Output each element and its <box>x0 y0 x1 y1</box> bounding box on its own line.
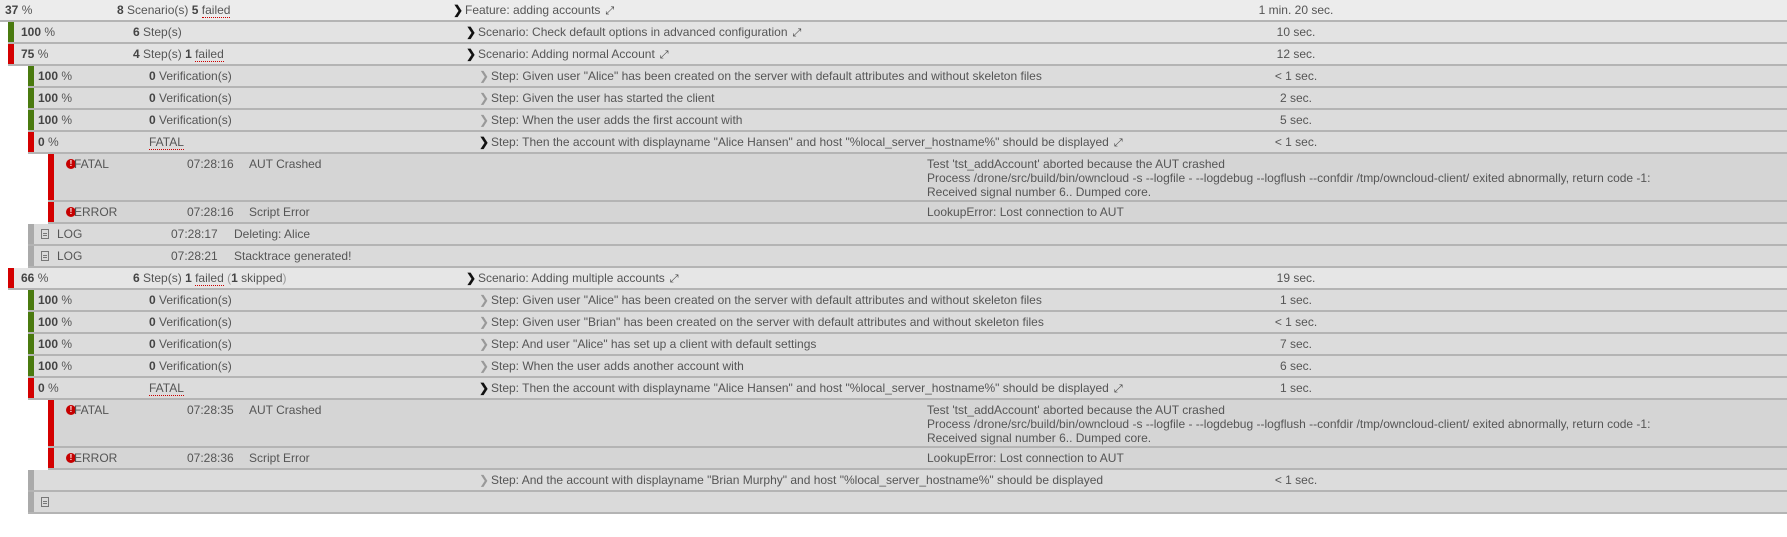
chevron-right-icon[interactable]: ❯ <box>466 25 477 39</box>
chevron-right-icon[interactable]: ❯ <box>479 381 490 395</box>
detail-line: Test 'tst_addAccount' aborted because the AUT crashed <box>927 157 1225 171</box>
log-row <box>28 224 1787 246</box>
feature-duration: 1 min. 20 sec. <box>1258 3 1334 17</box>
chevron-right-icon[interactable]: ❯ <box>479 91 490 105</box>
step-title[interactable]: ❯ Step: And user "Alice" has set up a client with default settings <box>479 337 817 351</box>
message-detail <box>927 403 1650 445</box>
document-icon <box>41 497 49 507</box>
message-time: 07:28:36 <box>187 451 234 465</box>
log-type: LOG <box>57 227 83 241</box>
chevron-right-icon[interactable]: ❯ <box>479 337 490 351</box>
message-row-error <box>48 202 1787 224</box>
chevron-right-icon[interactable]: ❯ <box>466 47 477 61</box>
message-time: 07:28:16 <box>187 205 234 219</box>
step-row-failed[interactable] <box>28 132 1787 154</box>
step-duration: 2 sec. <box>1279 91 1312 105</box>
step-title[interactable]: ❯ Step: When the user adds another account with <box>479 359 744 373</box>
chevron-right-icon[interactable]: ❯ <box>479 315 490 329</box>
step-duration: 1 sec. <box>1279 293 1312 307</box>
step-duration: 1 sec. <box>1279 381 1312 395</box>
step-title[interactable]: ❯ Step: Given user "Alice" has been created on the server with default attributes and without skeleton files <box>479 293 1042 307</box>
step-row-failed[interactable] <box>28 378 1787 400</box>
step-row[interactable] <box>28 66 1787 88</box>
message-row-fatal <box>48 154 1787 202</box>
chevron-right-icon[interactable]: ❯ <box>479 293 490 307</box>
status-bar-passed <box>28 312 34 332</box>
step-row[interactable] <box>28 290 1787 312</box>
step-pct: 100 % <box>38 337 73 351</box>
chevron-right-icon[interactable]: ❯ <box>453 3 464 17</box>
status-bar-failed <box>48 448 54 468</box>
scenario-row[interactable] <box>8 268 1787 290</box>
scenario-duration: 19 sec. <box>1276 271 1316 285</box>
scenario-title[interactable]: ❯ Scenario: Adding multiple accounts ⤢ <box>466 271 679 285</box>
error-icon: ! <box>66 405 76 415</box>
expand-icon[interactable]: ⤢ <box>659 49 669 61</box>
expand-icon[interactable]: ⤢ <box>605 5 615 17</box>
step-title[interactable]: ❯ Step: Then the account with displayname "Alice Hansen" and host "%local_server_hostname%" should be displayed ⤢ <box>479 381 1123 395</box>
message-detail <box>927 157 1650 199</box>
step-title[interactable]: ❯ Step: Given user "Alice" has been created on the server with default attributes and without skeleton files <box>479 69 1042 83</box>
detail-line: Received signal number 6.. Dumped core. <box>927 431 1152 445</box>
step-duration: < 1 sec. <box>1274 69 1318 83</box>
message-detail: LookupError: Lost connection to AUT <box>927 205 1124 219</box>
scenario-pct: 100 % <box>21 25 56 39</box>
step-pct: 100 % <box>38 359 73 373</box>
scenario-count: 6 Step(s) <box>133 25 182 39</box>
step-count: 0 Verification(s) <box>149 91 232 105</box>
log-type: LOG <box>57 249 83 263</box>
log-row <box>28 246 1787 268</box>
error-icon: ! <box>66 159 76 169</box>
scenario-title[interactable]: ❯ Scenario: Adding normal Account ⤢ <box>466 47 669 61</box>
step-pct: 100 % <box>38 315 73 329</box>
message-text: Script Error <box>249 451 310 465</box>
message-row-error <box>48 448 1787 470</box>
document-icon <box>41 251 49 261</box>
scenario-pct: 66 % <box>21 271 49 285</box>
status-bar-passed <box>28 66 34 86</box>
step-title[interactable]: ❯ Step: When the user adds the first account with <box>479 113 743 127</box>
status-bar-log <box>28 224 34 244</box>
log-message: Stacktrace generated! <box>234 249 352 263</box>
message-type: ERROR <box>74 205 118 219</box>
step-pct: 0 % <box>38 135 59 149</box>
step-status: FATAL <box>149 381 184 395</box>
detail-line: Received signal number 6.. Dumped core. <box>927 185 1152 199</box>
step-pct: 100 % <box>38 293 73 307</box>
status-bar-passed <box>8 22 14 42</box>
expand-icon[interactable]: ⤢ <box>669 273 679 285</box>
scenario-row[interactable] <box>8 22 1787 44</box>
step-pct: 0 % <box>38 381 59 395</box>
message-detail: LookupError: Lost connection to AUT <box>927 451 1124 465</box>
scenario-pct: 75 % <box>21 47 49 61</box>
scenario-count: 4 Step(s) 1 failed <box>133 47 224 61</box>
step-count: 0 Verification(s) <box>149 337 232 351</box>
status-bar-failed <box>8 268 14 288</box>
log-message: Deleting: Alice <box>234 227 311 241</box>
expand-icon[interactable]: ⤢ <box>1113 383 1123 395</box>
step-title[interactable]: ❯ Step: Then the account with displayname "Alice Hansen" and host "%local_server_hostname%" should be displayed ⤢ <box>479 135 1123 149</box>
message-type: FATAL <box>74 157 109 171</box>
status-bar-failed <box>8 44 14 64</box>
log-row <box>28 492 1787 514</box>
detail-line: Test 'tst_addAccount' aborted because the AUT crashed <box>927 403 1225 417</box>
step-duration: 7 sec. <box>1279 337 1312 351</box>
status-bar-failed <box>28 132 34 152</box>
log-time: 07:28:21 <box>171 249 218 263</box>
status-bar-failed <box>48 154 54 200</box>
step-title[interactable]: ❯ Step: Given the user has started the client <box>479 91 715 105</box>
chevron-right-icon[interactable]: ❯ <box>479 135 490 149</box>
message-type: FATAL <box>74 403 109 417</box>
status-bar-passed <box>28 356 34 376</box>
step-row[interactable] <box>28 356 1787 378</box>
step-count: 0 Verification(s) <box>149 293 232 307</box>
step-status: FATAL <box>149 135 184 149</box>
chevron-right-icon[interactable]: ❯ <box>479 69 490 83</box>
status-bar-passed <box>28 88 34 108</box>
scenario-duration: 12 sec. <box>1276 47 1316 61</box>
step-title[interactable]: ❯ Step: And the account with displayname "Brian Murphy" and host "%local_server_hostname%" should be displayed <box>479 473 1104 487</box>
message-text: AUT Crashed <box>249 157 322 171</box>
feature-count: 8 Scenario(s) 5 failed <box>117 3 231 17</box>
step-count: 0 Verification(s) <box>149 69 232 83</box>
step-row[interactable] <box>28 88 1787 110</box>
status-bar-passed <box>28 334 34 354</box>
feature-title[interactable]: ❯ Feature: adding accounts ⤢ <box>453 3 615 17</box>
step-pct: 100 % <box>38 69 73 83</box>
step-duration: < 1 sec. <box>1274 135 1318 149</box>
message-text: AUT Crashed <box>249 403 322 417</box>
step-title[interactable]: ❯ Step: Given user "Brian" has been created on the server with default attributes and without skeleton files <box>479 315 1044 329</box>
step-row[interactable] <box>28 110 1787 132</box>
step-duration: < 1 sec. <box>1274 473 1318 487</box>
expand-icon[interactable]: ⤢ <box>1113 137 1123 149</box>
step-duration: < 1 sec. <box>1274 315 1318 329</box>
log-time: 07:28:17 <box>171 227 218 241</box>
step-count: 0 Verification(s) <box>149 315 232 329</box>
step-count: 0 Verification(s) <box>149 359 232 373</box>
chevron-right-icon[interactable]: ❯ <box>479 113 490 127</box>
status-bar-skipped <box>28 470 34 490</box>
chevron-right-icon[interactable]: ❯ <box>479 473 490 487</box>
scenario-title[interactable]: ❯ Scenario: Check default options in advanced configuration ⤢ <box>466 25 802 39</box>
chevron-right-icon[interactable]: ❯ <box>479 359 490 373</box>
status-bar-passed <box>28 290 34 310</box>
status-bar-passed <box>28 110 34 130</box>
error-icon: ! <box>66 453 76 463</box>
step-pct: 100 % <box>38 113 73 127</box>
scenario-count: 6 Step(s) 1 failed (1 skipped) <box>133 271 287 285</box>
message-time: 07:28:16 <box>187 157 234 171</box>
status-bar-failed <box>48 202 54 222</box>
step-pct: 100 % <box>38 91 73 105</box>
message-type: ERROR <box>74 451 118 465</box>
feature-row[interactable] <box>0 0 1787 22</box>
step-row-skipped[interactable] <box>28 470 1787 492</box>
step-duration: 6 sec. <box>1279 359 1312 373</box>
status-bar-log <box>28 246 34 266</box>
detail-line: Process /drone/src/build/bin/owncloud -s --logfile - --logdebug --logflush --confdir /tmp/owncloud-client/ exited abnormally, return code -1: <box>927 171 1651 185</box>
detail-line: Process /drone/src/build/bin/owncloud -s --logfile - --logdebug --logflush --confdir /tmp/owncloud-client/ exited abnormally, return code -1: <box>927 417 1651 431</box>
message-row-fatal <box>48 400 1787 448</box>
status-bar-log <box>28 492 34 512</box>
status-bar-failed <box>48 400 54 446</box>
message-text: Script Error <box>249 205 310 219</box>
scenario-row[interactable] <box>8 44 1787 66</box>
step-row[interactable] <box>28 312 1787 334</box>
scenario-duration: 10 sec. <box>1276 25 1316 39</box>
document-icon <box>41 229 49 239</box>
expand-icon[interactable]: ⤢ <box>792 27 802 39</box>
status-bar-failed <box>28 378 34 398</box>
step-row[interactable] <box>28 334 1787 356</box>
error-icon: ! <box>66 207 76 217</box>
message-time: 07:28:35 <box>187 403 234 417</box>
step-duration: 5 sec. <box>1279 113 1312 127</box>
step-count: 0 Verification(s) <box>149 113 232 127</box>
feature-pct: 37 % <box>5 3 33 17</box>
chevron-right-icon[interactable]: ❯ <box>466 271 477 285</box>
